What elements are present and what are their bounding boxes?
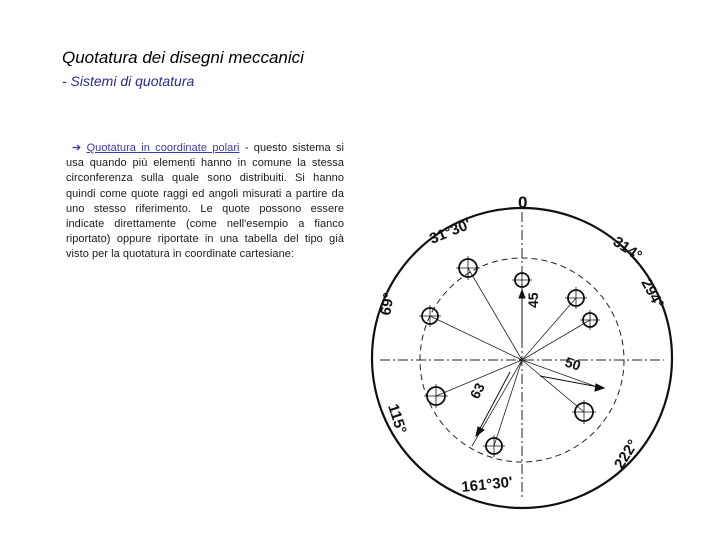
arrow-icon: ➔ <box>72 142 82 154</box>
description-paragraph <box>66 141 344 263</box>
label-31-30: 31°30' <box>427 215 474 248</box>
polar-dimensioning-drawing <box>360 180 680 510</box>
label-69: 69° <box>377 291 398 317</box>
label-zero: 0 <box>518 193 528 212</box>
label-45: 45 <box>525 292 541 308</box>
slide-title: Quotatura dei disegni meccanici <box>62 48 304 67</box>
slide-subtitle: - Sistemi di quotatura <box>62 73 195 89</box>
polar-coordinates-link[interactable]: Quotatura in coordinate polari <box>86 142 240 154</box>
label-161-30: 161°30' <box>460 473 514 496</box>
label-314: 314° <box>609 233 645 265</box>
label-63: 63 <box>466 380 488 402</box>
label-294: 294° <box>637 275 668 312</box>
label-50: 50 <box>563 353 583 374</box>
label-222: 222° <box>610 436 642 473</box>
paragraph-body: - questo sistema si usa quando più elementi hanno in comune la stessa circonferenza sulla quale sono distribuiti. Si hanno quindi come quote raggi ed angoli misurati a partire da uno stesso riferimento. Le quote possono essere indicate direttamente (come nell'esempio a fianco riportato) oppure riportate in una tabella del tipo già visto per la quotatura in coordinate cartesiane: <box>66 142 344 261</box>
label-115: 115° <box>384 401 410 436</box>
